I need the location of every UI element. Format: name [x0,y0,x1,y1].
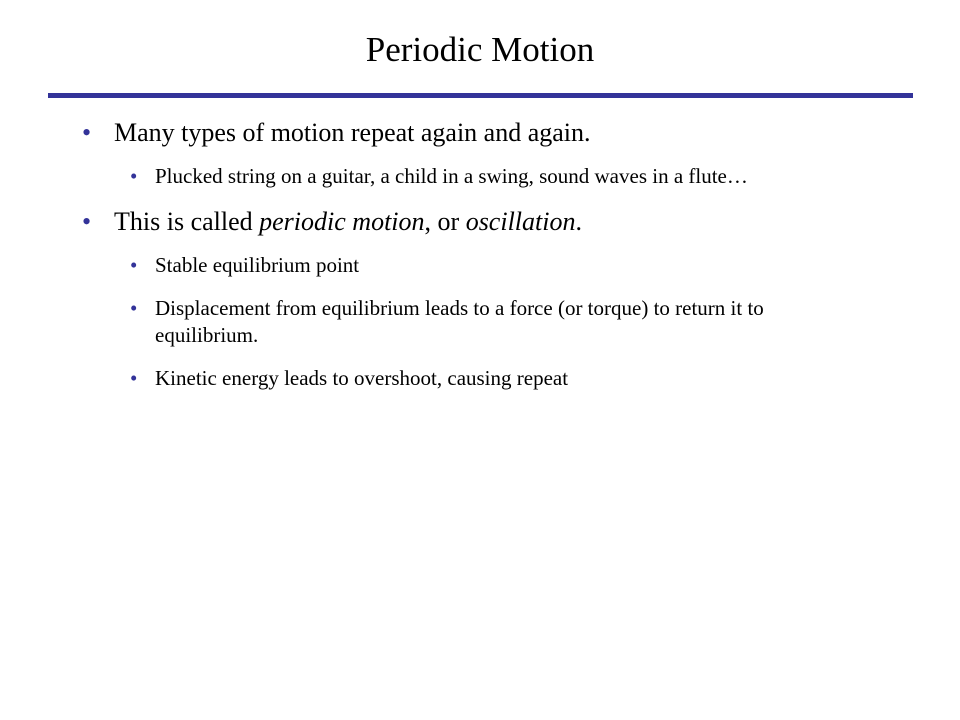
bullet-text-part: , or [424,207,466,236]
bullet-dot-icon: • [130,366,138,390]
bullet-dot-icon: • [130,253,138,277]
bullet-text: Stable equilibrium point [155,253,360,277]
bullet-level2 [126,365,855,392]
bullet-dot-icon: • [82,118,92,147]
slide-title: Periodic Motion [365,30,595,69]
bullet-text-part: . [575,207,582,236]
bullet-level2 [126,295,855,349]
bullet-dot-icon: • [130,296,138,320]
bullet-level1 [82,206,882,238]
bullet-text: Displacement from equilibrium leads to a force (or torque) to return it to equilibrium. [155,296,764,347]
bullet-dot-icon: • [82,207,92,236]
bullet-level2 [126,163,855,190]
emphasis-term: oscillation [465,207,576,236]
bullet-text: Many types of motion repeat again and again. [114,118,591,147]
emphasis-term: periodic motion [259,207,425,236]
bullet-text: Kinetic energy leads to overshoot, causing repeat [155,366,569,390]
slide-body [82,117,882,408]
bullet-text-part: This is called [114,207,260,236]
bullet-dot-icon: • [130,164,138,188]
bullet-text: Plucked string on a guitar, a child in a swing, sound waves in a flute… [155,164,748,188]
bullet-level2 [126,252,855,279]
bullet-level1 [82,117,882,149]
title-divider [48,93,913,98]
